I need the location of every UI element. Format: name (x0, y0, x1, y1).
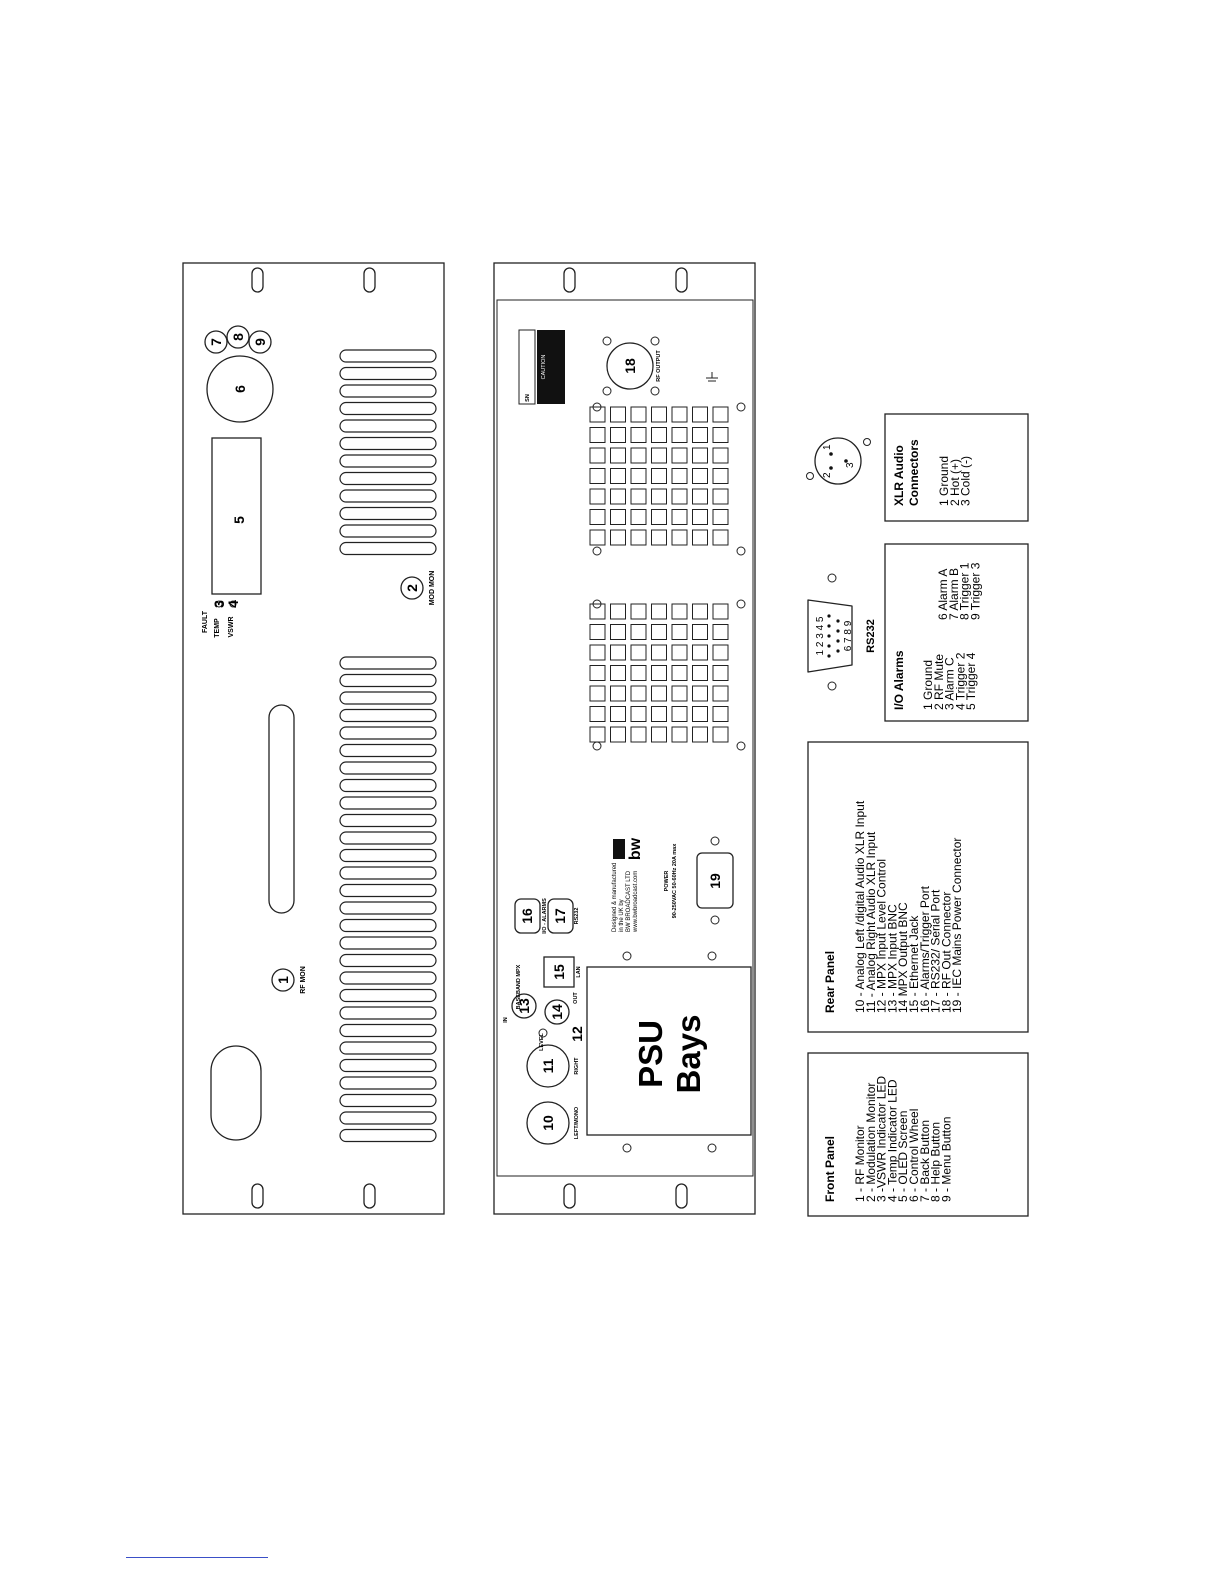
callout-13: 13 (516, 998, 532, 1014)
front-legend-title: Front Panel (823, 1135, 837, 1202)
legend-item: 3 Cold (-) (958, 455, 973, 506)
legend-item: 19 - IEC Mains Power Connector (950, 837, 965, 1013)
bays-text: Bays (670, 1014, 707, 1094)
rs232-port-label: RS232 (574, 907, 580, 925)
out-label: OUT (573, 992, 579, 1004)
callout-19: 19 (707, 873, 723, 889)
io-alarms-col1 (921, 652, 978, 710)
legend-item: 2 Hot (+) (947, 458, 962, 506)
callout-18: 18 (622, 358, 638, 374)
front-legend-items (853, 1076, 953, 1202)
legend-item: 10 - Analog Left /digital Audio XLR Input (853, 800, 867, 1013)
legend-item: 4 - Temp Indicator LED (885, 1079, 900, 1202)
xlr-connector-drawing (807, 438, 871, 484)
left-mono-label: LEFT/MONO (574, 1106, 580, 1140)
callout-3: 3 (211, 600, 227, 608)
legend-item: 7 Alarm B (946, 567, 961, 620)
legend-item: 6 - Control Wheel (907, 1108, 921, 1202)
legend-item: 18 - RF Out Connector (939, 891, 954, 1013)
legend-item: 6 Alarm A (936, 568, 950, 620)
callout-16: 16 (519, 908, 535, 924)
callout-8: 8 (230, 333, 246, 341)
callout-9: 9 (252, 338, 268, 346)
callout-10: 10 (540, 1115, 556, 1131)
callout-6: 6 (232, 385, 248, 393)
xlr-pin-2: 2 (822, 472, 833, 478)
callout-2: 2 (404, 584, 420, 592)
legend-item: 1 Ground (921, 659, 935, 710)
right-label: RIGHT (574, 1057, 580, 1075)
psu-text: PSU (632, 1020, 669, 1088)
rf-mon-label: RF MON (300, 966, 307, 994)
callout-5: 5 (231, 516, 247, 524)
legend-item: 13 - MPX Input BNC (885, 904, 900, 1013)
designed-line-1: Designed & manufactured (612, 862, 618, 932)
temp-label: TEMP (214, 618, 221, 638)
in-label: IN (503, 1017, 509, 1023)
db9-connector-drawing (808, 574, 877, 690)
callout-17: 17 (552, 908, 568, 924)
legend-item: 8 - Help Button (928, 1121, 943, 1202)
legend-item: 1 Ground (937, 455, 951, 506)
fault-label: FAULT (202, 610, 209, 634)
legend-item: 17 - RS232/ Serial Port (928, 889, 943, 1013)
io-alarms-label: I/O - ALARMS (542, 898, 548, 934)
legend-item: 2 RF Mute (931, 653, 946, 710)
level-label: LEVEL (539, 1033, 545, 1051)
legend-item: 12 - MPX Input Level Control (874, 858, 889, 1013)
legend-item: 8 Trigger 1 (957, 562, 972, 620)
legend-item: 3 -VSWR Indicator LED (874, 1075, 889, 1202)
footnote-rule (126, 1557, 268, 1558)
legend-item: 7 - Back Button (917, 1119, 932, 1202)
legend-item: 4 Trigger 2 (953, 652, 968, 710)
designed-line-4: www.bwbroadcast.com (633, 870, 639, 932)
legend-item: 14 MPX Output BNC (896, 902, 911, 1013)
legend-item: 1 - RF Monitor (853, 1125, 867, 1202)
io-alarms-col2 (936, 562, 982, 620)
mod-mon-label: MOD MON (429, 570, 436, 606)
power-label: POWER (664, 870, 670, 892)
vswr-label: VSWR (228, 616, 235, 638)
legend-item: 15 - Ethernet Jack (907, 915, 921, 1013)
callout-12: 12 (569, 1026, 585, 1042)
callout-4: 4 (225, 600, 241, 608)
sn-label: SN (525, 394, 531, 402)
xlr-title-2: Connectors (907, 439, 921, 506)
power-spec-label: 90-250VAC 50-60Hz 20A max (672, 843, 678, 919)
designed-line-2: in the UK by (619, 899, 625, 932)
rs232-diagram-label: RS232 (865, 619, 877, 653)
rf-output-label: RF OUTPUT (656, 350, 662, 382)
legend-item: 3 Alarm C (942, 657, 957, 710)
xlr-legend-items (937, 456, 973, 506)
callout-1: 1 (275, 976, 291, 984)
legend-item: 5 - OLED Screen (896, 1110, 911, 1202)
io-alarms-title: I/O Alarms (892, 650, 906, 710)
legend-item: 2 - Modulation Monitor (863, 1082, 878, 1202)
caution-text: CAUTION (541, 354, 547, 380)
db9-top-pins: 1 2 3 4 5 (815, 616, 826, 656)
bw-logo-text: bw (627, 837, 644, 861)
rear-legend-title: Rear Panel (823, 950, 837, 1013)
xlr-title-1: XLR Audio (892, 445, 906, 506)
callout-7: 7 (208, 338, 224, 346)
rear-legend-items (853, 800, 964, 1013)
legend-item: 5 Trigger 4 (964, 652, 979, 710)
legend-item: 9 - Menu Button (939, 1116, 954, 1202)
legend-item: 16 - Alarms/Trigger Port (917, 886, 932, 1013)
callout-14: 14 (549, 1004, 565, 1020)
lan-label: LAN (576, 966, 582, 978)
legend-item: 11 - Analog Right Audio XLR Input (863, 831, 878, 1013)
callout-11: 11 (540, 1058, 556, 1074)
callout-15: 15 (551, 964, 567, 980)
legend-item: 9 Trigger 3 (968, 562, 983, 620)
xlr-pin-3: 3 (845, 462, 856, 468)
baseband-label: BASEBAND MPX (516, 964, 522, 1010)
db9-bottom-pins: 6 7 8 9 (843, 620, 854, 652)
xlr-pin-1: 1 (822, 444, 833, 450)
designed-line-3: BW BROADCAST LTD (626, 870, 632, 932)
